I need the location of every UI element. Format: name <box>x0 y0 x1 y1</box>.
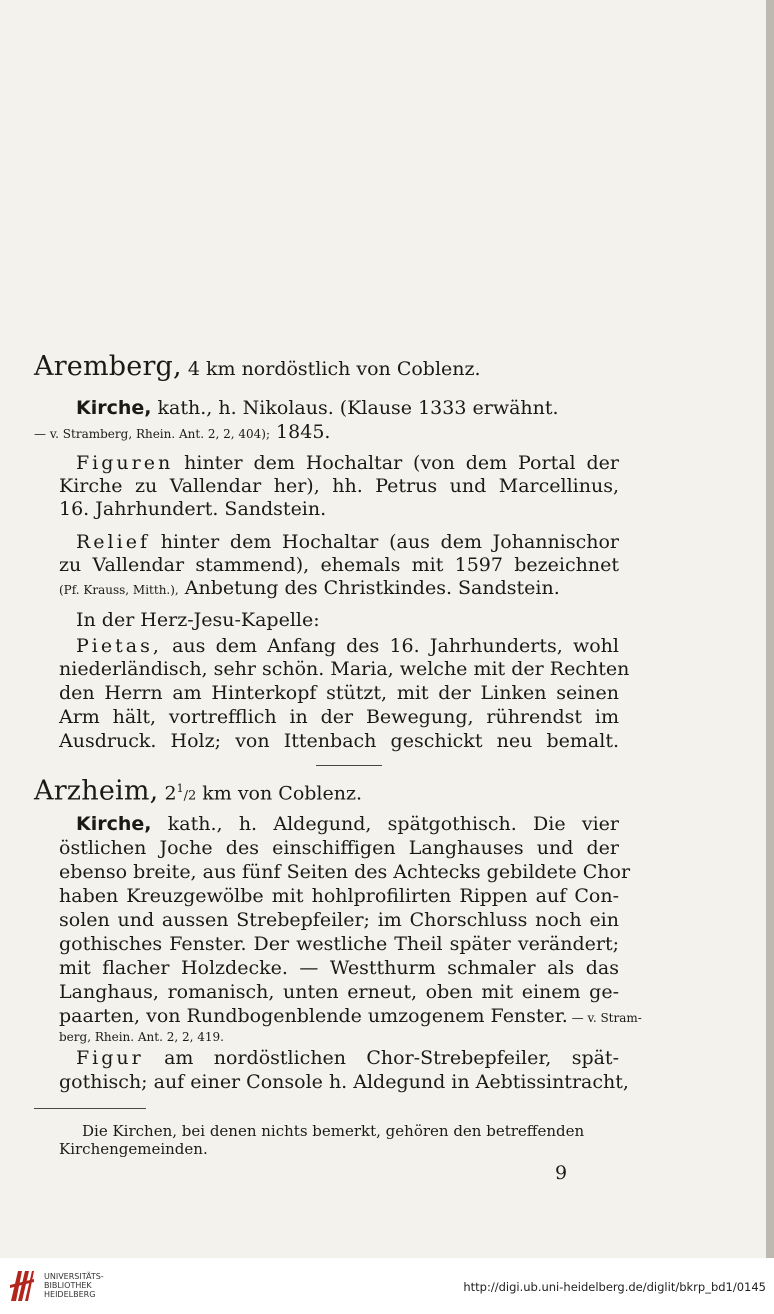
figur-line-1 <box>76 1047 619 1069</box>
heading-aremberg <box>34 351 481 382</box>
arzheim-line-2: östlichen Joche des einschiffigen Langhauses und der <box>59 837 619 859</box>
figuren-line-3: 16. Jahrhundert. Sandstein. <box>59 498 327 520</box>
distance-fraction-den: /2 <box>183 788 197 804</box>
arzheim-line-1-text: kath., h. Aldegund, spätgothisch. Die vier <box>167 813 619 835</box>
place-name-arzheim: Arzheim, <box>34 775 159 807</box>
relief-line-3-text: Anbetung des Christkindes. Sandstein. <box>178 577 560 599</box>
chapel-heading: In der Herz-Jesu-Kapelle: <box>76 609 320 631</box>
place-distance-arzheim: km von Coblenz. <box>196 782 363 805</box>
arzheim-line-3: ebenso breite, aus fünf Seiten des Achtecks gebildete Chor <box>59 861 631 883</box>
pietas-line-5: Ausdruck. Holz; von Ittenbach geschickt neu bemalt. <box>59 730 619 752</box>
figuren-line-1 <box>76 452 619 474</box>
pietas-line-4: Arm hält, vortrefflich in der Bewegung, rührendst im <box>59 706 619 728</box>
arzheim-line-6: gothisches Fenster. Der westliche Theil später verändert; <box>59 933 619 955</box>
footnote-rule <box>34 1108 146 1109</box>
relief-line-2: zu Vallendar stammend), ehemals mit 1597 bezeichnet <box>59 554 619 576</box>
figuren-line-1-text: hinter dem Hochaltar (von dem Portal der <box>184 452 619 474</box>
library-name-line-2: BIBLIOTHEK <box>44 1281 92 1290</box>
relief-citation: (Pf. Krauss, Mitth.), <box>59 583 179 597</box>
distance-whole: 2 <box>158 782 177 805</box>
place-name-aremberg: Aremberg, <box>34 351 182 382</box>
ub-heidelberg-logo-icon[interactable] <box>8 1265 36 1305</box>
reference-year: 1845. <box>270 421 331 443</box>
footnote-line-2: Kirchengemeinden. <box>59 1140 208 1158</box>
relief-line-1 <box>76 531 619 553</box>
section-divider <box>316 765 382 766</box>
heading-arzheim <box>34 775 363 807</box>
pietas-keyword: Pietas, <box>76 635 162 657</box>
arzheim-line-1 <box>76 813 619 835</box>
church-label-aremberg: Kirche, <box>76 397 152 419</box>
relief-line-3 <box>59 577 560 601</box>
place-distance-aremberg: 4 km nordöstlich von Coblenz. <box>181 358 481 380</box>
arzheim-line-4: haben Kreuzgewölbe mit hohlprofilirten Rippen auf Con- <box>59 885 619 907</box>
library-name-line-1: UNIVERSITÄTS- <box>44 1272 104 1281</box>
pietas-line-3: den Herrn am Hinterkopf stützt, mit der Linken seinen <box>59 682 619 704</box>
arzheim-citation-end-text: berg, Rhein. Ant. 2, 2, 419. <box>59 1030 224 1044</box>
distance-fraction-num: 1 <box>176 782 184 795</box>
arzheim-citation-end <box>59 1024 224 1048</box>
arzheim-line-8: Langhaus, romanisch, unten erneut, oben mit einem ge- <box>59 981 619 1003</box>
church-line-aremberg <box>76 397 559 419</box>
page-number: 9 <box>555 1162 568 1184</box>
relief-keyword: Relief <box>76 531 150 553</box>
church-desc-aremberg: kath., h. Nikolaus. (Klause 1333 erwähnt. <box>151 397 559 419</box>
arzheim-line-5: solen und aussen Strebepfeiler; im Chorschluss noch ein <box>59 909 619 931</box>
figuren-keyword: Figuren <box>76 452 174 474</box>
figur-keyword: Figur <box>76 1047 144 1069</box>
page-edge <box>766 0 774 1258</box>
source-url-link[interactable]: http://digi.ub.uni-heidelberg.de/diglit/bkrp_bd1/0145 <box>463 1280 766 1294</box>
arzheim-line-7: mit flacher Holzdecke. — Westthurm schmaler als das <box>59 957 619 979</box>
library-name-line-3: HEIDELBERG <box>44 1290 96 1299</box>
reference-aremberg <box>34 421 330 445</box>
figur-line-2: gothisch; auf einer Console h. Aldegund in Aebtissintracht, <box>59 1071 629 1093</box>
arzheim-citation-start: — v. Stram- <box>567 1011 642 1025</box>
pietas-line-2: niederländisch, sehr schön. Maria, welche mit der Rechten <box>59 658 630 680</box>
relief-line-1-text: hinter dem Hochaltar (aus dem Johannischor <box>160 531 619 553</box>
pietas-line-1 <box>76 635 619 657</box>
footnote-line-1: Die Kirchen, bei denen nichts bemerkt, gehören den betreffenden <box>82 1122 585 1140</box>
figur-line-1-text: am nordöstlichen Chor-Strebepfeiler, spät- <box>164 1047 619 1069</box>
reference-source: — v. Stramberg, Rhein. Ant. 2, 2, 404); <box>34 427 271 441</box>
church-label-arzheim: Kirche, <box>76 813 152 835</box>
pietas-line-1-text: aus dem Anfang des 16. Jahrhunderts, wohl <box>172 635 619 657</box>
arzheim-line-9-text: paarten, von Rundbogenblende umzogenem Fenster. <box>59 1005 568 1027</box>
figuren-line-2: Kirche zu Vallendar her), hh. Petrus und Marcellinus, <box>59 475 619 497</box>
